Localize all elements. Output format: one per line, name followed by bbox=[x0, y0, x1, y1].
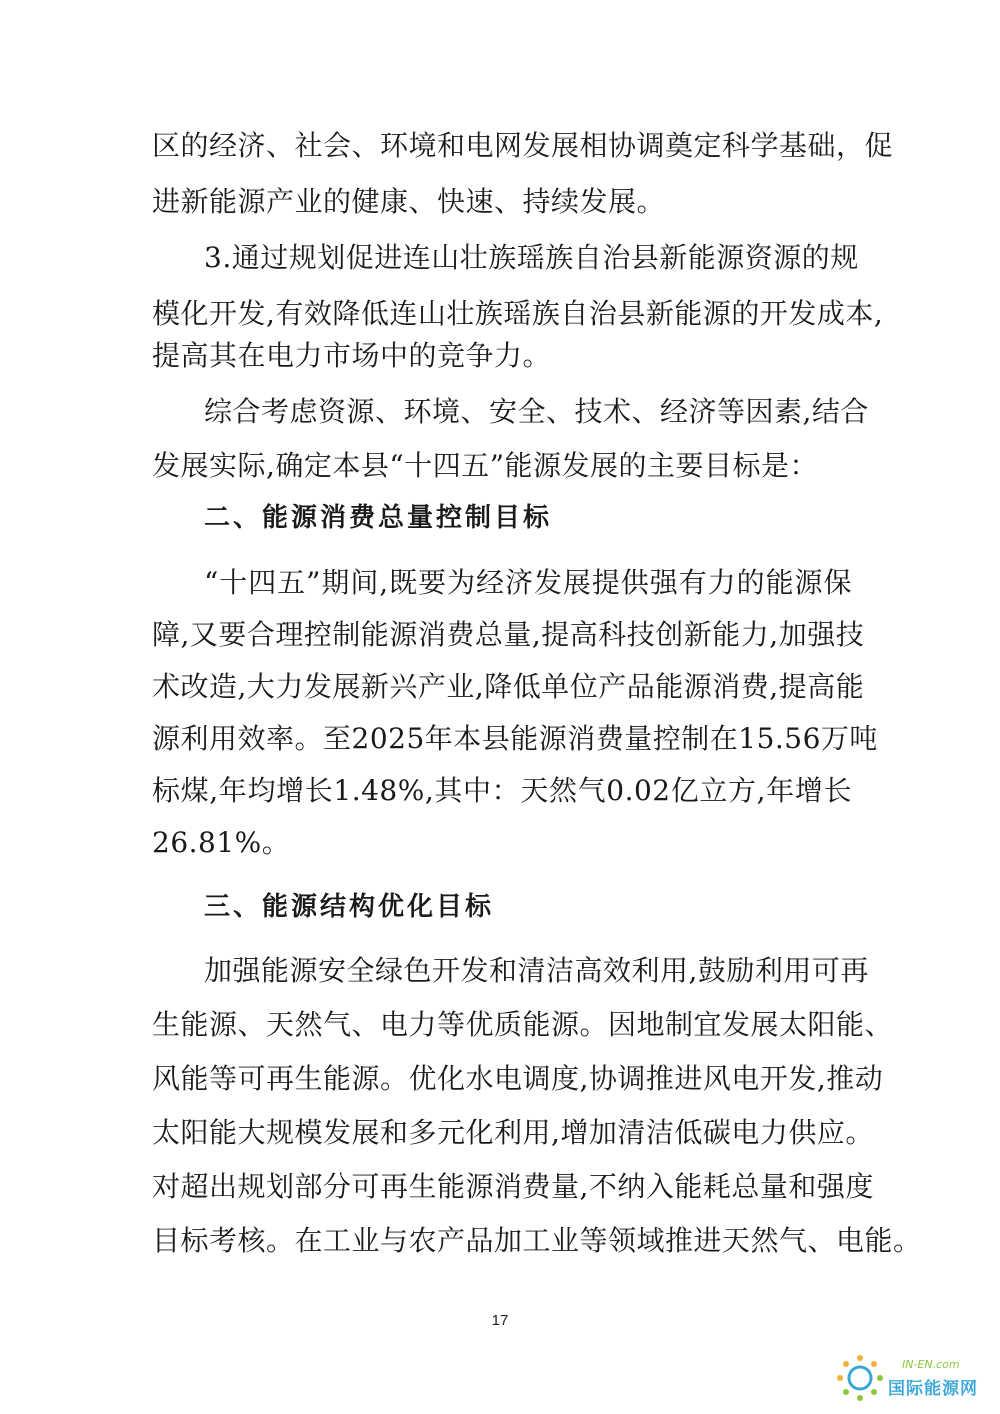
paragraph-line: 源利用效率。至2025年本县能源消费量控制在15.56万吨 bbox=[152, 722, 878, 755]
paragraph-line: 进新能源产业的健康、快速、持续发展。 bbox=[152, 185, 666, 218]
paragraph-line: 对超出规划部分可再生能源消费量,不纳入能耗总量和强度 bbox=[152, 1170, 874, 1203]
paragraph-line: 目标考核。在工业与农产品加工业等领域推进天然气、电能。 bbox=[152, 1224, 922, 1257]
paragraph-line: 模化开发,有效降低连山壮族瑶族自治县新能源的开发成本, bbox=[152, 297, 884, 330]
paragraph-line: 加强能源安全绿色开发和清洁高效利用,鼓励利用可再 bbox=[204, 954, 869, 987]
watermark-logo bbox=[830, 1348, 990, 1404]
paragraph-line: “十四五”期间,既要为经济发展提供强有力的能源保 bbox=[204, 566, 852, 599]
sun-logo-icon bbox=[830, 1348, 890, 1404]
section-heading: 二、能源消费总量控制目标 bbox=[204, 503, 553, 533]
paragraph-line: 风能等可再生能源。优化水电调度,协调推进风电开发,推动 bbox=[152, 1062, 884, 1095]
paragraph-line: 区的经济、社会、环境和电网发展相协调奠定科学基础，促 bbox=[152, 129, 894, 162]
paragraph-line: 生能源、天然气、电力等优质能源。因地制宜发展太阳能、 bbox=[152, 1008, 894, 1041]
paragraph-line: 障,又要合理控制能源消费总量,提高科技创新能力,加强技 bbox=[152, 618, 865, 651]
paragraph-line: 发展实际,确定本县“十四五”能源发展的主要目标是： bbox=[152, 449, 819, 482]
paragraph-line: 太阳能大规模发展和多元化利用,增加清洁低碳电力供应。 bbox=[152, 1116, 874, 1149]
paragraph-line: 提高其在电力市场中的竞争力。 bbox=[152, 339, 552, 372]
paragraph-line: 综合考虑资源、环境、安全、技术、经济等因素,结合 bbox=[204, 395, 869, 428]
page-number: 17 bbox=[491, 1312, 509, 1329]
paragraph-line: 标煤,年均增长1.48%,其中：天然气0.02亿立方,年增长 bbox=[152, 774, 852, 807]
watermark-domain: IN-EN.com bbox=[902, 1358, 960, 1371]
paragraph-line: 26.81%。 bbox=[152, 826, 291, 859]
section-heading: 三、能源结构优化目标 bbox=[204, 892, 495, 922]
watermark-text: 国际能源网 bbox=[888, 1379, 978, 1399]
paragraph-line: 术改造,大力发展新兴产业,降低单位产品能源消费,提高能 bbox=[152, 670, 865, 703]
paragraph-line: 3.通过规划促进连山壮族瑶族自治县新能源资源的规 bbox=[204, 241, 859, 274]
